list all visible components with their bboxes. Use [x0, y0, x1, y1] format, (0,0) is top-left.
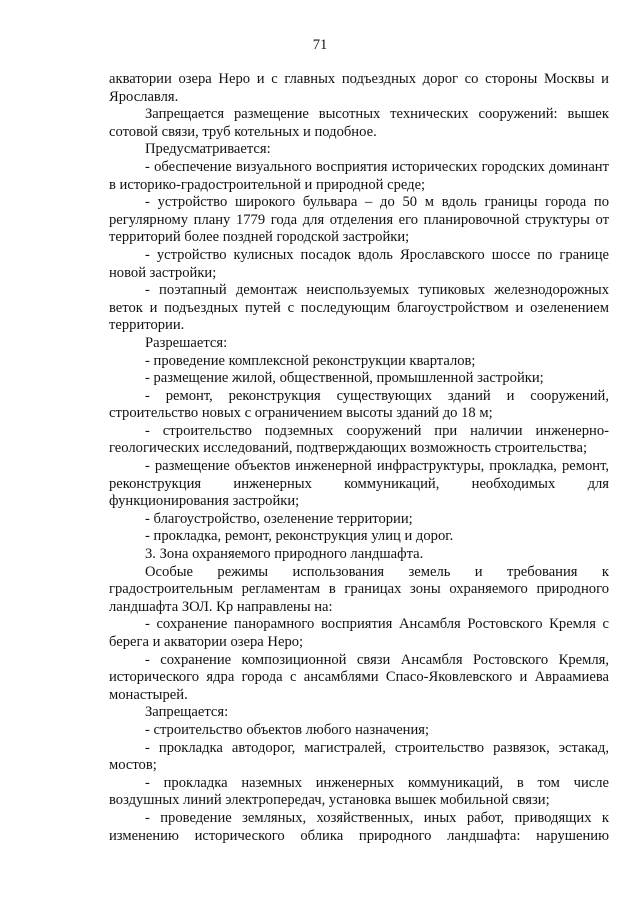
paragraph: - сохранение панорамного восприятия Ансамбля Ростовского Кремля с берега и акватории озера Неро; [109, 616, 609, 650]
paragraph: - размещение жилой, общественной, промышленной застройки; [145, 370, 544, 387]
paragraph: 3. Зона охраняемого природного ландшафта. [145, 546, 424, 563]
paragraph: - проведение земляных, хозяйственных, иных работ, приводящих к изменению исторического облика природного ландшафта: нарушению [109, 809, 609, 844]
paragraph: - ремонт, реконструкция существующих зданий и сооружений, строительство новых с ограничением высоты зданий до 18 м; [109, 387, 609, 422]
paragraph: Особые режимы использования земель и требования к градостроительным регламентам в границах зоны охраняемого природного ландшафта ЗОЛ. Кр направлены на: [109, 563, 609, 615]
paragraph: - строительство подземных сооружений при наличии инженерно-геологических исследований, подтверждающих возможность строительства; [109, 422, 609, 457]
paragraph: - обеспечение визуального восприятия исторических городских доминант в историко-градостроительной и природной среде; [109, 158, 609, 193]
paragraph: - благоустройство, озеленение территории; [145, 510, 413, 527]
paragraph: Предусматривается: [145, 141, 271, 158]
paragraph: - проведение комплексной реконструкции кварталов; [145, 352, 476, 369]
paragraph: - строительство объектов любого назначения; [145, 721, 430, 738]
paragraph: - прокладка наземных инженерных коммуникаций, в том числе воздушных линий электропередач, установка вышек мобильной связи; [109, 774, 609, 809]
paragraph: - размещение объектов инженерной инфраструктуры, прокладка, ремонт, реконструкция инженерных коммуникаций, необходимых для функционирования застройки; [109, 458, 609, 510]
paragraph: - прокладка автодорог, магистралей, строительство развязок, эстакад, мостов; [109, 739, 609, 774]
paragraph: Разрешается: [145, 334, 228, 351]
page-number: 71 [312, 37, 328, 53]
paragraph: Запрещается: [145, 704, 229, 721]
paragraph: Запрещается размещение высотных технических сооружений: вышек сотовой связи, труб котельных и подобное. [109, 106, 609, 140]
paragraph: - сохранение композиционной связи Ансамбля Ростовского Кремля, исторического ядра города с ансамблями Спасо-Яковлевского и Авраамиева монастырей. [109, 651, 609, 703]
paragraph: - прокладка, ремонт, реконструкция улиц и дорог. [145, 528, 454, 545]
paragraph: - поэтапный демонтаж неиспользуемых тупиковых железнодорожных веток и подъездных путей с последующим благоустройством и озеленением территории. [109, 282, 609, 334]
document-body [109, 71, 609, 845]
paragraph: - устройство широкого бульвара – до 50 м вдоль границы города по регулярному плану 1779 года для отделения его планировочной структуры от территорий более поздней городской застройки; [109, 194, 609, 246]
paragraph: - устройство кулисных посадок вдоль Ярославского шоссе по границе новой застройки; [109, 246, 609, 281]
paragraph: акватории озера Неро и с главных подъездных дорог со стороны Москвы и Ярославля. [109, 71, 609, 105]
